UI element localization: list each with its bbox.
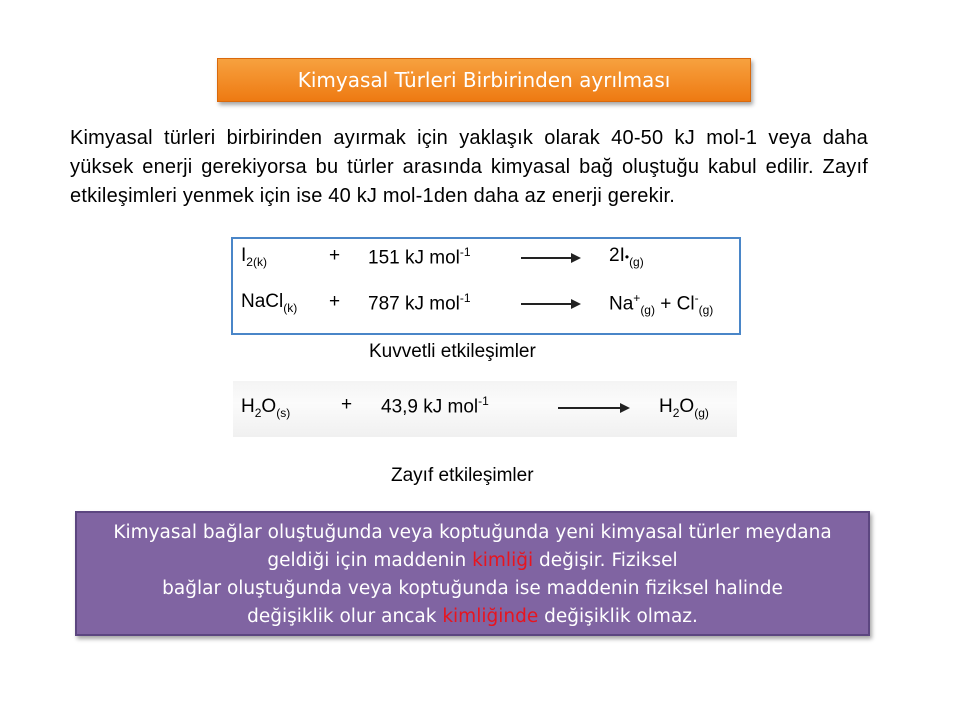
energy-unit-exp: -1 — [459, 291, 471, 305]
reactant-o: O — [261, 396, 277, 417]
plus-sign: + — [329, 291, 341, 312]
reaction-nacl — [233, 287, 739, 327]
reactant-state: (s) — [276, 405, 291, 420]
product-sodium: Na — [609, 293, 634, 315]
charge-plus: + — [633, 291, 641, 305]
reaction-arrow — [558, 407, 628, 409]
slide-title: Kimyasal Türleri Birbirinden ayrılması — [217, 58, 751, 102]
note-text: değişiklik olur ancak — [247, 606, 443, 627]
energy-value: 787 kJ mol — [368, 293, 460, 315]
note-line-3: bağlar oluştuğunda veya koptuğunda ise maddenin fiziksel halinde — [162, 578, 783, 599]
note-text: geldiği için maddenin — [267, 550, 473, 571]
product-state: (g) — [629, 254, 644, 269]
note-line-4 — [77, 603, 868, 631]
summary-note-box — [75, 511, 870, 636]
reactant-state: 2(k) — [246, 254, 267, 269]
charge-minus: - — [694, 291, 699, 305]
product-state: (g) — [694, 405, 709, 420]
intro-paragraph: Kimyasal türleri birbirinden ayırmak için yaklaşık olarak 40-50 kJ mol-1 veya daha yüksek enerji gerekiyorsa bu türler arasında kimyasal bağ oluştuğu kabul edilir. Zayıf etkileşimleri yenmek için ise 40 kJ mol-1den daha az enerji gerekir. — [70, 127, 868, 207]
subscript: 2 — [254, 405, 262, 420]
reaction-arrow — [521, 303, 579, 305]
plus-sign: + — [329, 245, 341, 266]
weak-interactions-label: Zayıf etkileşimler — [391, 465, 534, 486]
product-o: O — [679, 396, 695, 417]
product-chloride: Cl — [676, 293, 695, 315]
radical-dot: • — [624, 250, 630, 264]
highlight-kimliginde: kimliğinde — [442, 606, 539, 627]
strong-reactions-box — [231, 237, 741, 335]
subscript: 2 — [672, 405, 680, 420]
weak-reaction-box — [233, 381, 737, 437]
reactant: NaCl — [241, 291, 284, 312]
product-state: (g) — [698, 303, 714, 318]
note-line-2 — [77, 547, 868, 575]
energy-value: 151 kJ mol — [368, 247, 460, 269]
reactant: I — [241, 245, 247, 266]
energy-unit-exp: -1 — [459, 245, 471, 259]
note-line-1: Kimyasal bağlar oluştuğunda veya koptuğunda yeni kimyasal türler meydana — [113, 522, 832, 543]
product-state: (g) — [640, 303, 655, 318]
reaction-arrow — [521, 257, 579, 259]
reaction-iodine — [233, 241, 739, 281]
reactant-state: (k) — [283, 300, 298, 315]
plus-sign: + — [654, 293, 677, 315]
product-h: H — [659, 396, 673, 417]
reactant-h: H — [241, 396, 255, 417]
energy-unit-exp: -1 — [478, 394, 489, 408]
energy-value: 43,9 kJ mol — [381, 396, 479, 418]
plus-sign: + — [341, 394, 353, 415]
strong-interactions-label: Kuvvetli etkileşimler — [369, 341, 536, 362]
note-text: değişiklik olmaz. — [538, 606, 698, 627]
highlight-kimligi: kimliği — [472, 550, 534, 571]
note-text: değişir. Fiziksel — [533, 550, 678, 571]
product: 2I — [609, 245, 625, 266]
